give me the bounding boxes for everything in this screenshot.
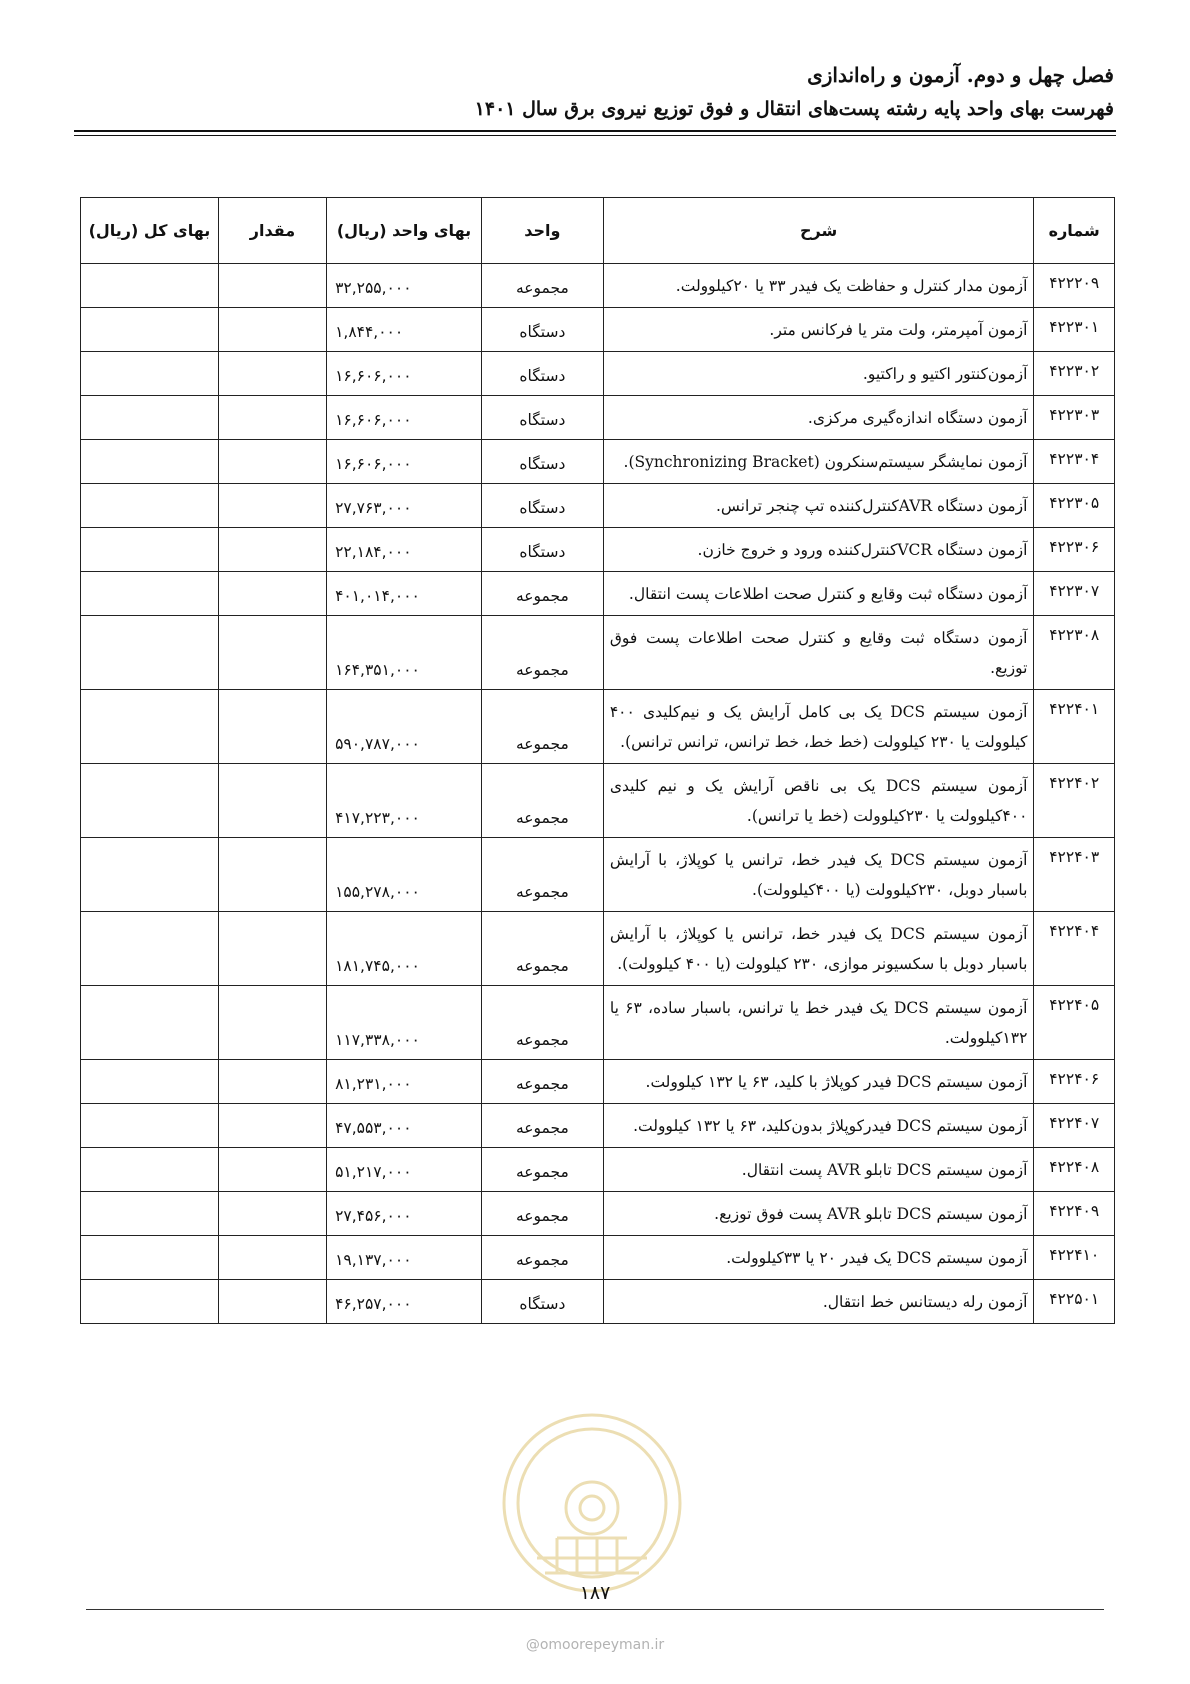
item-code: ۴۲۲۳۰۶ (1034, 528, 1115, 572)
item-unit-price: ۴۰۱,۰۱۴,۰۰۰ (327, 572, 482, 616)
table-row (81, 264, 1115, 308)
item-quantity (218, 838, 326, 912)
item-quantity (218, 352, 326, 396)
item-unit: مجموعه (481, 616, 603, 690)
column-header-unit-price: بهای واحد (ریال) (327, 198, 482, 264)
item-code: ۴۲۲۴۰۷ (1034, 1104, 1115, 1148)
table-header-row (81, 198, 1115, 264)
column-header-code: شماره (1034, 198, 1115, 264)
item-unit: مجموعه (481, 912, 603, 986)
table-row (81, 1280, 1115, 1324)
column-header-unit: واحد (481, 198, 603, 264)
page-number: ۱۸۷ (579, 1582, 611, 1604)
item-code: ۴۲۲۴۰۴ (1034, 912, 1115, 986)
item-unit-price: ۱۶,۶۰۶,۰۰۰ (327, 440, 482, 484)
table-row (81, 1148, 1115, 1192)
item-unit-price: ۱۶۴,۳۵۱,۰۰۰ (327, 616, 482, 690)
item-total (81, 1236, 219, 1280)
item-total (81, 764, 219, 838)
item-code: ۴۲۲۴۱۰ (1034, 1236, 1115, 1280)
item-unit-price: ۴۱۷,۲۲۳,۰۰۰ (327, 764, 482, 838)
table-row (81, 838, 1115, 912)
table-row (81, 572, 1115, 616)
item-code: ۴۲۲۴۰۹ (1034, 1192, 1115, 1236)
page-header (76, 58, 1114, 126)
item-quantity (218, 1104, 326, 1148)
item-quantity (218, 1192, 326, 1236)
item-unit-price: ۵۱,۲۱۷,۰۰۰ (327, 1148, 482, 1192)
item-description: آزمون سیستم DCS یک بی ناقص آرایش یک و نیم کلیدی ۴۰۰کیلوولت یا ۲۳۰کیلوولت (خط یا ترانس). (603, 764, 1034, 838)
table-row (81, 986, 1115, 1060)
item-unit-price: ۱۸۱,۷۴۵,۰۰۰ (327, 912, 482, 986)
item-description: آزمون آمپرمتر، ولت متر یا فرکانس متر. (603, 308, 1034, 352)
item-description: آزمون دستگاه VCRکنترل‌کننده ورود و خروج خازن. (603, 528, 1034, 572)
item-quantity (218, 1148, 326, 1192)
item-description: آزمون‌کنتور اکتیو و راکتیو. (603, 352, 1034, 396)
item-description: آزمون سیستم DCS تابلو AVR پست فوق توزیع. (603, 1192, 1034, 1236)
item-unit-price: ۱۱۷,۳۳۸,۰۰۰ (327, 986, 482, 1060)
item-quantity (218, 690, 326, 764)
site-watermark: @omoorepeyman.ir (525, 1637, 665, 1653)
item-unit: دستگاه (481, 308, 603, 352)
item-unit: مجموعه (481, 264, 603, 308)
item-unit: مجموعه (481, 764, 603, 838)
item-unit-price: ۲۲,۱۸۴,۰۰۰ (327, 528, 482, 572)
table-row (81, 764, 1115, 838)
item-total (81, 1060, 219, 1104)
header-rule-thin (74, 135, 1116, 136)
item-unit: دستگاه (481, 352, 603, 396)
item-total (81, 986, 219, 1060)
item-unit: دستگاه (481, 396, 603, 440)
item-unit: دستگاه (481, 440, 603, 484)
item-code: ۴۲۲۴۰۸ (1034, 1148, 1115, 1192)
item-description: آزمون رله دیستانس خط انتقال. (603, 1280, 1034, 1324)
item-unit-price: ۳۲,۲۵۵,۰۰۰ (327, 264, 482, 308)
item-unit-price: ۵۹۰,۷۸۷,۰۰۰ (327, 690, 482, 764)
item-total (81, 1280, 219, 1324)
price-table (80, 197, 1115, 1324)
item-description: آزمون سیستم DCS یک بی کامل آرایش یک و نیم‌کلیدی ۴۰۰ کیلوولت یا ۲۳۰ کیلوولت (خط خط، خط ترانس، ترانس ترانس). (603, 690, 1034, 764)
item-total (81, 440, 219, 484)
item-quantity (218, 616, 326, 690)
item-quantity (218, 1280, 326, 1324)
item-description: آزمون سیستم DCS فیدرکوپلاژ بدون‌کلید، ۶۳ یا ۱۳۲ کیلوولت. (603, 1104, 1034, 1148)
table-row (81, 616, 1115, 690)
item-code: ۴۲۲۳۰۵ (1034, 484, 1115, 528)
header-rule-thick (74, 130, 1116, 132)
item-total (81, 616, 219, 690)
item-unit-price: ۴۷,۵۵۳,۰۰۰ (327, 1104, 482, 1148)
item-description: آزمون سیستم DCS یک فیدر خط، ترانس یا کوپلاژ، با آرایش باسبار دوبل با سکسیونر موازی، ۲۳۰ کیلوولت (یا ۴۰۰ کیلوولت). (603, 912, 1034, 986)
item-description: آزمون دستگاه ثبت وقایع و کنترل صحت اطلاعات پست انتقال. (603, 572, 1034, 616)
item-code: ۴۲۲۵۰۱ (1034, 1280, 1115, 1324)
footer-rule (86, 1609, 1104, 1610)
table-row (81, 396, 1115, 440)
table-row (81, 1060, 1115, 1104)
item-code: ۴۲۲۴۰۲ (1034, 764, 1115, 838)
item-code: ۴۲۲۳۰۷ (1034, 572, 1115, 616)
item-unit-price: ۱۶,۶۰۶,۰۰۰ (327, 352, 482, 396)
item-unit: مجموعه (481, 572, 603, 616)
item-unit-price: ۱۹,۱۳۷,۰۰۰ (327, 1236, 482, 1280)
table-row (81, 528, 1115, 572)
item-description: آزمون نمایشگر سیستم‌سنکرون (Synchronizing Bracket). (603, 440, 1034, 484)
item-quantity (218, 308, 326, 352)
item-quantity (218, 912, 326, 986)
item-unit: مجموعه (481, 1236, 603, 1280)
item-code: ۴۲۲۳۰۱ (1034, 308, 1115, 352)
item-total (81, 396, 219, 440)
table-row (81, 690, 1115, 764)
item-unit: مجموعه (481, 1148, 603, 1192)
item-description: آزمون سیستم DCS تابلو AVR پست انتقال. (603, 1148, 1034, 1192)
item-description: آزمون مدار کنترل و حفاظت یک فیدر ۳۳ یا ۲۰کیلوولت. (603, 264, 1034, 308)
table-row (81, 912, 1115, 986)
document-subtitle: فهرست بهای واحد پایه رشته پست‌های انتقال و فوق توزیع نیروی برق سال ۱۴۰۱ (474, 98, 1114, 120)
item-code: ۴۲۲۴۰۱ (1034, 690, 1115, 764)
item-code: ۴۲۲۲۰۹ (1034, 264, 1115, 308)
item-unit: دستگاه (481, 484, 603, 528)
table-row (81, 308, 1115, 352)
item-unit: مجموعه (481, 838, 603, 912)
chapter-title: فصل چهل و دوم. آزمون و راه‌اندازی (807, 63, 1114, 87)
item-quantity (218, 396, 326, 440)
item-total (81, 838, 219, 912)
table-row (81, 1104, 1115, 1148)
item-unit-price: ۱,۸۴۴,۰۰۰ (327, 308, 482, 352)
item-unit-price: ۱۶,۶۰۶,۰۰۰ (327, 396, 482, 440)
item-unit-price: ۴۶,۲۵۷,۰۰۰ (327, 1280, 482, 1324)
item-total (81, 690, 219, 764)
item-total (81, 308, 219, 352)
item-quantity (218, 264, 326, 308)
item-description: آزمون دستگاه اندازه‌گیری مرکزی. (603, 396, 1034, 440)
table-row (81, 440, 1115, 484)
item-unit-price: ۸۱,۲۳۱,۰۰۰ (327, 1060, 482, 1104)
item-quantity (218, 484, 326, 528)
item-unit: مجموعه (481, 1192, 603, 1236)
item-total (81, 484, 219, 528)
item-quantity (218, 528, 326, 572)
item-quantity (218, 440, 326, 484)
column-header-total: بهای کل (ریال) (81, 198, 219, 264)
item-description: آزمون دستگاه AVRکنترل‌کننده تپ چنجر ترانس. (603, 484, 1034, 528)
item-total (81, 912, 219, 986)
item-quantity (218, 986, 326, 1060)
item-code: ۴۲۲۳۰۴ (1034, 440, 1115, 484)
item-code: ۴۲۲۴۰۳ (1034, 838, 1115, 912)
item-description: آزمون سیستم DCS فیدر کوپلاژ با کلید، ۶۳ یا ۱۳۲ کیلوولت. (603, 1060, 1034, 1104)
item-quantity (218, 1236, 326, 1280)
item-unit: مجموعه (481, 1060, 603, 1104)
column-header-quantity: مقدار (218, 198, 326, 264)
item-description: آزمون سیستم DCS یک فیدر خط، ترانس یا کوپلاژ، با آرایش باسبار دوبل، ۲۳۰کیلوولت (یا ۴۰۰کیلوولت). (603, 838, 1034, 912)
item-total (81, 1192, 219, 1236)
item-total (81, 528, 219, 572)
item-total (81, 352, 219, 396)
table-row (81, 1192, 1115, 1236)
item-description: آزمون سیستم DCS یک فیدر خط یا ترانس، باسبار ساده، ۶۳ یا ۱۳۲کیلوولت. (603, 986, 1034, 1060)
publisher-seal-watermark (497, 1408, 687, 1598)
table-row (81, 484, 1115, 528)
table-row (81, 1236, 1115, 1280)
item-code: ۴۲۲۴۰۶ (1034, 1060, 1115, 1104)
item-total (81, 1104, 219, 1148)
item-description: آزمون سیستم DCS یک فیدر ۲۰ یا ۳۳کیلوولت. (603, 1236, 1034, 1280)
item-unit-price: ۲۷,۴۵۶,۰۰۰ (327, 1192, 482, 1236)
item-unit: مجموعه (481, 690, 603, 764)
item-description: آزمون دستگاه ثبت وقایع و کنترل صحت اطلاعات پست فوق توزیع. (603, 616, 1034, 690)
item-code: ۴۲۲۳۰۳ (1034, 396, 1115, 440)
item-total (81, 572, 219, 616)
item-total (81, 1148, 219, 1192)
item-unit-price: ۱۵۵,۲۷۸,۰۰۰ (327, 838, 482, 912)
item-quantity (218, 1060, 326, 1104)
column-header-description: شرح (603, 198, 1034, 264)
item-unit-price: ۲۷,۷۶۳,۰۰۰ (327, 484, 482, 528)
item-code: ۴۲۲۳۰۸ (1034, 616, 1115, 690)
item-quantity (218, 764, 326, 838)
item-unit: دستگاه (481, 1280, 603, 1324)
item-code: ۴۲۲۳۰۲ (1034, 352, 1115, 396)
item-quantity (218, 572, 326, 616)
item-code: ۴۲۲۴۰۵ (1034, 986, 1115, 1060)
item-unit: دستگاه (481, 528, 603, 572)
item-total (81, 264, 219, 308)
table-row (81, 352, 1115, 396)
item-unit: مجموعه (481, 1104, 603, 1148)
item-unit: مجموعه (481, 986, 603, 1060)
